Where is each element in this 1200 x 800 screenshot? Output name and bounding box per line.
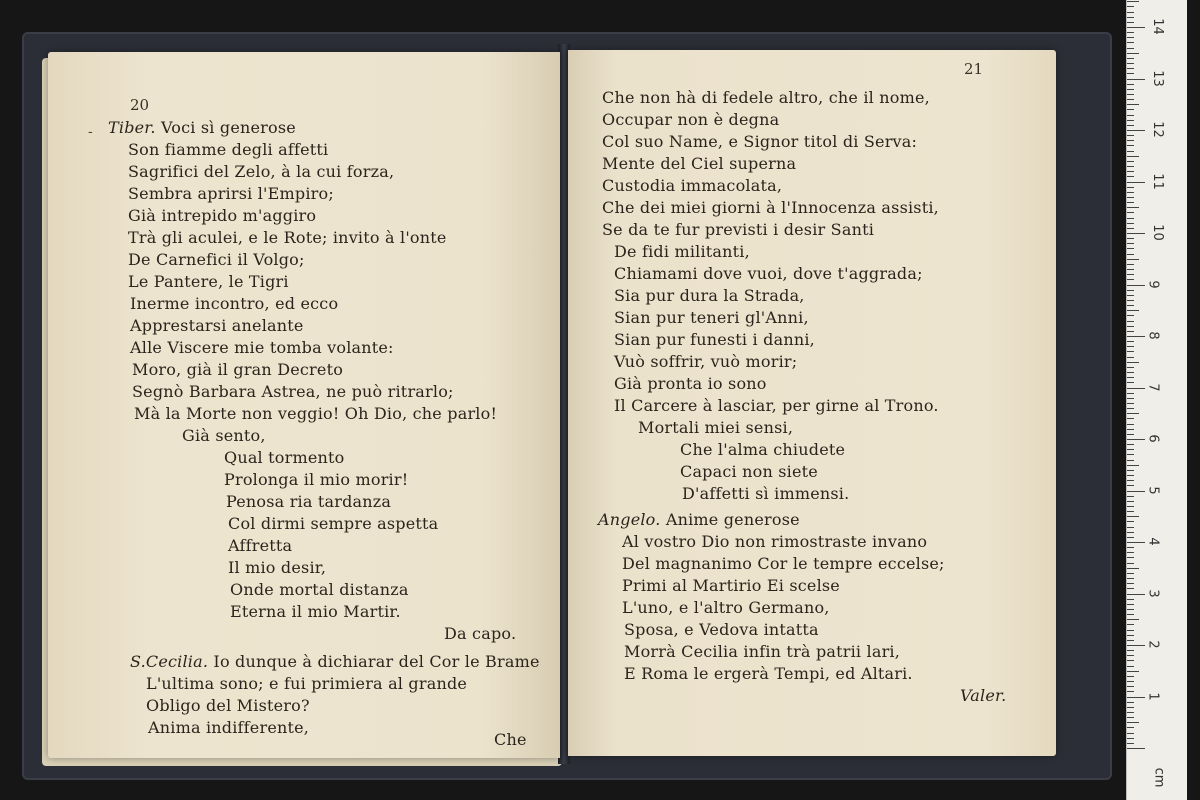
ruler-tick: [1127, 681, 1134, 682]
ruler-tick: [1127, 460, 1134, 461]
ruler-tick: [1127, 594, 1145, 595]
ruler-number: 1: [1145, 691, 1161, 701]
ruler-tick: [1127, 73, 1134, 74]
verse-line: Prolonga il mio morir!: [224, 470, 409, 489]
ruler-unit: cm: [1151, 767, 1167, 788]
verse-line: Mente del Ciel superna: [602, 154, 797, 173]
ruler-tick: [1127, 614, 1134, 615]
ruler-tick: [1127, 434, 1134, 435]
ruler-number: 10: [1149, 224, 1165, 241]
verse-line: Sia pur dura la Strada,: [614, 286, 805, 305]
verse-line: Son fiamme degli affetti: [128, 140, 329, 159]
ruler-number: 6: [1145, 434, 1161, 443]
ruler-tick: [1127, 485, 1134, 486]
ruler-tick: [1127, 521, 1134, 522]
verse-line: Del magnanimo Cor le tempre eccelse;: [622, 554, 945, 573]
ruler-tick: [1127, 743, 1134, 744]
ruler-tick: [1127, 279, 1134, 280]
ruler-tick: [1127, 676, 1134, 677]
verse-line: Moro, già il gran Decreto: [132, 360, 344, 379]
verse-line: Morrà Cecilia infin trà patrii lari,: [624, 642, 901, 661]
ruler-tick: [1127, 212, 1134, 213]
ruler-tick: [1127, 568, 1139, 569]
ruler-tick: [1127, 748, 1145, 749]
catchword: Valer.: [960, 686, 1007, 705]
ruler-tick: [1127, 717, 1134, 718]
da-capo: Da capo.: [444, 624, 517, 643]
ruler-tick: [1127, 604, 1134, 605]
ruler-number: 2: [1145, 640, 1161, 649]
ruler-tick: [1127, 583, 1134, 584]
verse-line: Apprestarsi anelante: [130, 316, 304, 335]
ruler-tick: [1127, 321, 1134, 322]
ruler-tick: [1127, 418, 1134, 419]
ruler-tick: [1127, 738, 1134, 739]
ruler-tick: [1127, 202, 1134, 203]
ruler-tick: [1127, 398, 1134, 399]
ruler-tick: [1127, 547, 1134, 548]
ruler-number: 8: [1145, 331, 1161, 340]
ruler-number: 12: [1149, 121, 1165, 138]
verse-line: Sian pur teneri gl'Anni,: [614, 308, 809, 327]
ruler-tick: [1127, 588, 1134, 589]
ruler-tick: [1127, 109, 1134, 110]
ruler-tick: [1127, 140, 1134, 141]
ruler-tick: [1127, 331, 1134, 332]
verse-line: Affretta: [228, 536, 293, 555]
verse-line: Sian pur funesti i danni,: [614, 330, 815, 349]
ruler-tick: [1127, 429, 1134, 430]
ruler-tick: [1127, 115, 1134, 116]
verse-line: De Carnefici il Volgo;: [128, 250, 305, 269]
ruler-tick: [1127, 346, 1134, 347]
ruler-tick: [1127, 48, 1134, 49]
verse-line: Anima indifferente,: [148, 718, 310, 737]
verse-line: Inerme incontro, ed ecco: [130, 294, 339, 313]
ruler-tick: [1127, 12, 1134, 13]
ruler-tick: [1127, 248, 1134, 249]
verse-line: Che non hà di fedele altro, che il nome,: [602, 88, 930, 107]
ruler-tick: [1127, 305, 1134, 306]
ruler-tick: [1127, 465, 1139, 466]
ruler-tick: [1127, 37, 1134, 38]
ruler-number: 9: [1145, 279, 1161, 289]
ruler-tick: [1127, 125, 1134, 126]
ruler-tick: [1127, 145, 1134, 146]
ruler-tick: [1127, 697, 1145, 698]
verse-line: Vuò soffrir, vuò morir;: [614, 352, 798, 371]
ruler-tick: [1127, 655, 1134, 656]
verse-line: Onde mortal distanza: [230, 580, 409, 599]
ruler-tick: [1127, 609, 1134, 610]
verse-line: Che dei miei giorni à l'Innocenza assisti,: [602, 198, 939, 217]
ruler-tick: [1127, 310, 1139, 311]
verse-line: S.Cecilia. Io dunque à dichiarar del Cor le Brame: [130, 652, 540, 671]
ruler-tick: [1127, 6, 1134, 7]
ruler-tick: [1127, 527, 1134, 528]
ruler-tick: [1127, 285, 1145, 286]
verse-line: Le Pantere, le Tigri: [128, 272, 289, 291]
verse-line: Chiamami dove vuoi, dove t'aggrada;: [614, 264, 923, 283]
ruler-tick: [1127, 259, 1139, 260]
ruler-tick: [1127, 135, 1134, 136]
ruler-tick: [1127, 17, 1134, 18]
ruler-tick: [1127, 511, 1134, 512]
ruler-tick: [1127, 624, 1134, 625]
ruler-tick: [1127, 722, 1139, 723]
ruler-tick: [1127, 501, 1134, 502]
verse-line: Già pronta io sono: [614, 374, 767, 393]
ruler-tick: [1127, 274, 1134, 275]
ruler-tick: [1127, 413, 1139, 414]
ruler-tick: [1127, 89, 1134, 90]
ruler-tick: [1127, 223, 1134, 224]
ruler-tick: [1127, 671, 1139, 672]
left-page: [48, 52, 560, 758]
ruler-tick: [1127, 660, 1134, 661]
ruler-tick: [1127, 516, 1139, 517]
ruler-tick: [1127, 557, 1134, 558]
ruler-number: 3: [1145, 588, 1161, 598]
verse-line: Mortali miei sensi,: [638, 418, 794, 437]
ruler-tick: [1127, 403, 1134, 404]
verse-line: D'affetti sì immensi.: [682, 484, 850, 503]
verse-line: Già intrepido m'aggiro: [128, 206, 317, 225]
verse-line: Eterna il mio Martir.: [230, 602, 401, 621]
verse-line: L'ultima sono; e fui primiera al grande: [146, 674, 468, 693]
ruler-tick: [1127, 388, 1145, 389]
ruler-tick: [1127, 151, 1134, 152]
ruler-tick: [1127, 27, 1145, 28]
ruler-tick: [1127, 449, 1134, 450]
verse-line: Col dirmi sempre aspetta: [228, 514, 439, 533]
ruler-tick: [1127, 578, 1134, 579]
verse-line: Se da te fur previsti i desir Santi: [602, 220, 875, 239]
ruler-tick: [1127, 408, 1134, 409]
ruler-tick: [1127, 393, 1134, 394]
ruler-tick: [1127, 68, 1134, 69]
ruler-tick: [1127, 94, 1134, 95]
verse-line: Trà gli aculei, e le Rote; invito à l'onte: [128, 228, 447, 247]
verse-line: L'uno, e l'altro Germano,: [622, 598, 830, 617]
ruler-tick: [1127, 32, 1134, 33]
verse-line: Custodia immacolata,: [602, 176, 783, 195]
verse-line: Penosa ria tardanza: [226, 492, 392, 511]
ruler-tick: [1127, 506, 1134, 507]
ruler-tick: [1127, 357, 1134, 358]
verse-line: Occupar non è degna: [602, 110, 780, 129]
ruler-number: 13: [1149, 69, 1165, 87]
ruler-tick: [1127, 218, 1134, 219]
ruler-tick: [1127, 42, 1134, 43]
verse-line: Obligo del Mistero?: [146, 696, 310, 715]
ruler-tick: [1127, 454, 1134, 455]
ruler-tick: [1127, 630, 1134, 631]
ruler-tick: [1127, 336, 1145, 337]
ruler-tick: [1127, 300, 1134, 301]
verse-line: Qual tormento: [224, 448, 345, 467]
page-number: 20: [130, 96, 150, 114]
ruler-tick: [1127, 362, 1139, 363]
ruler-tick: [1127, 243, 1134, 244]
ruler-tick: [1127, 480, 1134, 481]
ruler-tick: [1127, 552, 1134, 553]
ruler-tick: [1127, 176, 1134, 177]
ruler-tick: [1127, 573, 1134, 574]
ruler-tick: [1127, 104, 1139, 105]
ruler-tick: [1127, 532, 1134, 533]
ruler-tick: [1127, 197, 1134, 198]
ruler-tick: [1127, 63, 1134, 64]
verse-line: Che l'alma chiudete: [680, 440, 846, 459]
verse-line: E Roma le ergerà Tempi, ed Altari.: [624, 664, 913, 683]
ruler-tick: [1127, 295, 1134, 296]
ruler-tick: [1127, 619, 1139, 620]
ruler-tick: [1127, 130, 1145, 131]
ruler-tick: [1127, 156, 1139, 157]
verse-line: Il Carcere à lasciar, per girne al Trono.: [614, 396, 939, 415]
ruler-tick: [1127, 640, 1134, 641]
ruler-tick: [1127, 650, 1134, 651]
ruler-tick: [1127, 120, 1134, 121]
ruler-tick: [1127, 542, 1145, 543]
ruler-tick: [1127, 171, 1134, 172]
ruler-tick: [1127, 1, 1139, 2]
ruler-tick: [1127, 207, 1139, 208]
ruler-tick: [1127, 491, 1145, 492]
ruler-tick: [1127, 645, 1145, 646]
right-page: [568, 50, 1056, 756]
ruler-tick: [1127, 264, 1134, 265]
ruler-tick: [1127, 666, 1134, 667]
ruler-tick: [1127, 686, 1134, 687]
ruler-tick: [1127, 58, 1134, 59]
ruler-number: 14: [1149, 18, 1165, 35]
verse-line: Angelo. Anime generose: [598, 510, 800, 529]
ruler-tick: [1127, 315, 1134, 316]
ruler-tick: [1127, 475, 1134, 476]
ruler-tick: [1127, 707, 1134, 708]
ruler-tick: [1127, 727, 1134, 728]
ruler-tick: [1127, 496, 1134, 497]
verse-line: Alle Viscere mie tomba volante:: [130, 338, 394, 357]
ruler-number: 4: [1145, 537, 1161, 546]
page-number: 21: [964, 60, 984, 78]
ruler-tick: [1127, 733, 1134, 734]
ruler-tick: [1127, 182, 1145, 183]
ruler-tick: [1127, 99, 1134, 100]
ruler-tick: [1127, 341, 1134, 342]
ruler-tick: [1127, 290, 1134, 291]
ruler-tick: [1127, 228, 1134, 229]
ruler-tick: [1127, 537, 1134, 538]
ruler-tick: [1127, 635, 1134, 636]
verse-line: Al vostro Dio non rimostraste invano: [622, 532, 928, 551]
ruler-tick: [1127, 79, 1145, 80]
ruler-tick: [1127, 599, 1134, 600]
verse-line: Capaci non siete: [680, 462, 818, 481]
verse-line: Mà la Morte non veggio! Oh Dio, che parlo!: [134, 404, 498, 423]
ruler-tick: [1127, 367, 1134, 368]
verse-line: Sembra aprirsi l'Empiro;: [128, 184, 334, 203]
ruler-tick: [1127, 238, 1134, 239]
ruler-tick: [1127, 187, 1134, 188]
verse-line: Il mio desir,: [228, 558, 327, 577]
ruler-tick: [1127, 326, 1134, 327]
ruler-tick: [1127, 712, 1134, 713]
ruler-tick: [1127, 192, 1134, 193]
verse-line: Col suo Name, e Signor titol di Serva:: [602, 132, 918, 151]
ruler-tick: [1127, 470, 1134, 471]
ruler-tick: [1127, 84, 1134, 85]
ruler-tick: [1127, 233, 1145, 234]
verse-line: Sagrifici del Zelo, à la cui forza,: [128, 162, 395, 181]
verse-line: Sposa, e Vedova intatta: [624, 620, 819, 639]
catchword: Che: [494, 730, 527, 749]
ruler-tick: [1127, 22, 1134, 23]
ruler-tick: [1127, 377, 1134, 378]
verse-line: Segnò Barbara Astrea, ne può ritrarlo;: [132, 382, 454, 401]
ruler-number: 5: [1145, 485, 1161, 495]
ruler-tick: [1127, 439, 1145, 440]
ruler-tick: [1127, 161, 1134, 162]
ruler-tick: [1127, 269, 1134, 270]
ruler-tick: [1127, 691, 1134, 692]
measuring-ruler: [1126, 0, 1187, 800]
ruler-tick: [1127, 351, 1134, 352]
ruler-tick: [1127, 702, 1134, 703]
ruler-tick: [1127, 53, 1139, 54]
margin-mark: -: [88, 124, 93, 140]
verse-line: Primi al Martirio Ei scelse: [622, 576, 840, 595]
ruler-tick: [1127, 372, 1134, 373]
ruler-tick: [1127, 424, 1134, 425]
ruler-number: 7: [1145, 382, 1161, 392]
verse-line: De fidi militanti,: [614, 242, 750, 261]
ruler-tick: [1127, 563, 1134, 564]
verse-line: Tiber. Voci sì generose: [108, 118, 296, 137]
ruler-number: 11: [1149, 172, 1165, 190]
ruler-tick: [1127, 166, 1134, 167]
ruler-tick: [1127, 254, 1134, 255]
ruler-tick: [1127, 382, 1134, 383]
ruler-tick: [1127, 444, 1134, 445]
verse-line: Già sento,: [182, 426, 266, 445]
